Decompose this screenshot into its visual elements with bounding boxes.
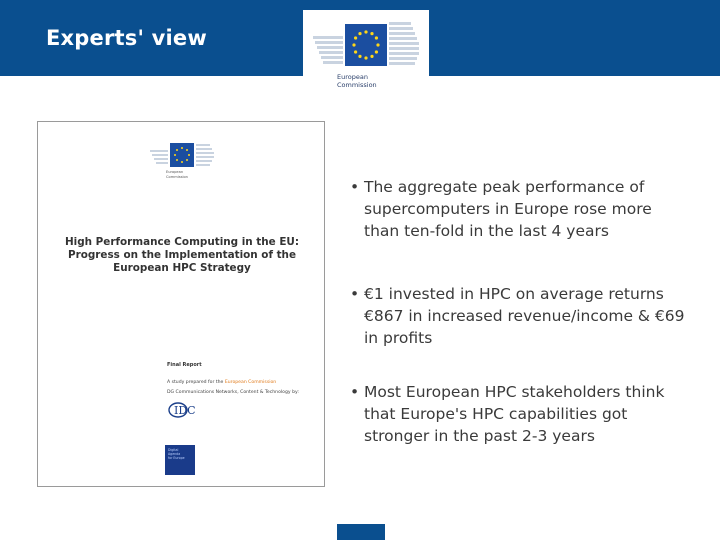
digital-agenda-line3: for Europe (168, 456, 185, 460)
bullet-item (350, 176, 690, 242)
logo-text (337, 73, 377, 89)
bullet-item (350, 381, 690, 447)
cover-ec-logo-icon (150, 140, 214, 170)
bullet-item (350, 283, 690, 349)
slide-title: Experts' view (46, 26, 207, 50)
cover-title-line2: Progress on the Implementation of the (67, 249, 296, 261)
cover-logo-line1: European (166, 170, 184, 174)
bullet-text: €1 invested in HPC on average returns €867 in increased revenue/income & €69 in profits (364, 285, 685, 347)
bullet-dot-icon: • (350, 383, 360, 401)
cover-study-highlight: European Commission (224, 380, 277, 385)
cover-title (50, 236, 314, 275)
cover-title-line1: High Performance Computing in the EU: (64, 236, 300, 248)
logo-text-line1: European (337, 73, 368, 81)
bullet-dot-icon: • (350, 285, 360, 303)
cover-final-report: Final Report (167, 362, 202, 368)
european-commission-logo (303, 10, 429, 100)
cover-logo-text (166, 170, 188, 179)
logo-text-line2: Commission (337, 81, 377, 89)
digital-agenda-line1: Digital (168, 448, 179, 452)
cover-logo-line2: Commission (166, 174, 188, 179)
cover-study-prefix: A study prepared for the (167, 380, 225, 385)
cover-study-line (167, 380, 276, 385)
idc-logo-icon (167, 401, 203, 419)
cover-title-line3: European HPC Strategy (113, 262, 251, 274)
footer-accent-block (337, 524, 385, 540)
berlaymont-building-icon (313, 18, 419, 70)
bullet-text: The aggregate peak performance of supercomputers in Europe rose more than ten-fold in the last 4 years (364, 178, 652, 240)
bullet-dot-icon: • (350, 178, 360, 196)
digital-agenda-badge (165, 445, 195, 475)
digital-agenda-text (168, 448, 185, 460)
digital-agenda-line2: Agenda (168, 452, 181, 456)
report-cover-image (37, 121, 325, 487)
bullet-text: Most European HPC stakeholders think that Europe's HPC capabilities got stronger in the past 2-3 years (364, 383, 665, 445)
cover-dg-line: DG Communications Networks, Content & Technology by: (167, 390, 299, 395)
idc-logo-text: IDC (174, 404, 196, 417)
